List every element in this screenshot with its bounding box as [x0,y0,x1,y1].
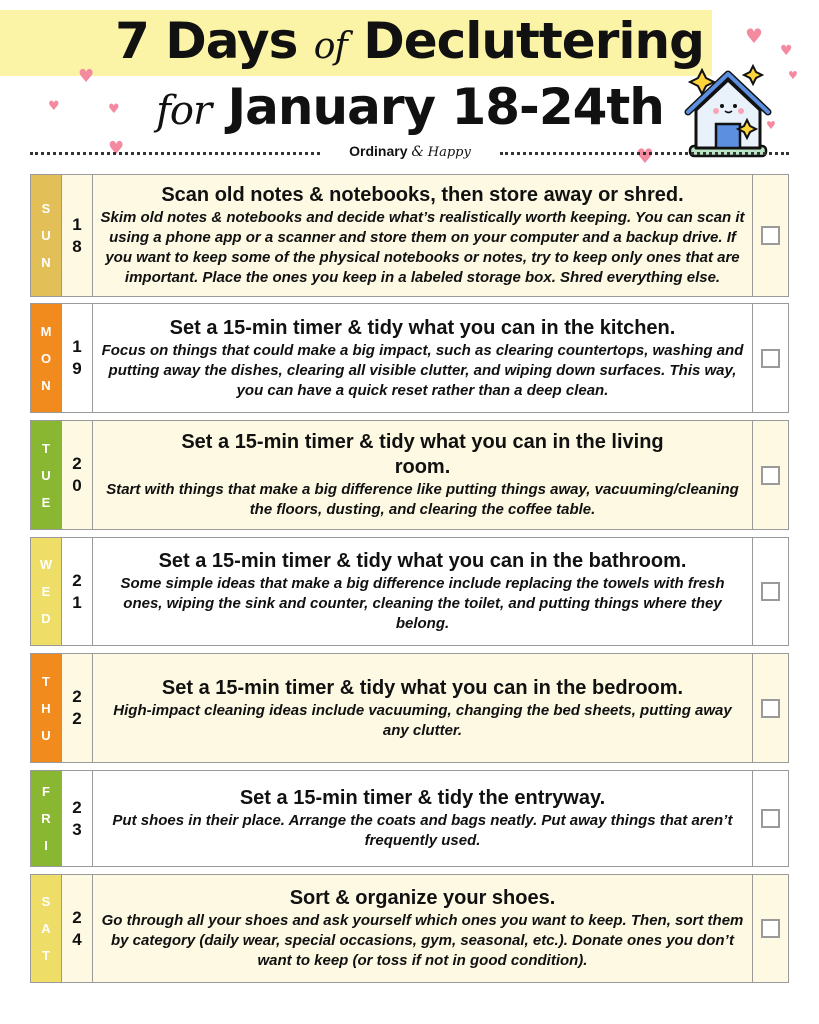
task-content [93,771,752,866]
day-letter: U [41,727,51,743]
day-row-tue [30,420,789,530]
date-digit: 4 [72,929,82,949]
house-icon [682,64,774,160]
date-digit: 3 [72,819,82,839]
date-number [61,304,93,412]
day-label [31,538,61,645]
day-letter: E [41,584,51,599]
heart-icon: ♥ [108,138,125,159]
day-letter: M [40,323,52,339]
task-title: Set a 15-min timer & tidy the entryway. [239,787,606,809]
task-description: Start with things that make a big difference like putting things away, vacuuming/cleaning the floors, dusting, and clearing the coffee table. [106,481,739,518]
day-letter: U [41,467,51,483]
heart-icon: ♥ [78,66,95,87]
date-digit: 8 [72,236,82,256]
date-number [61,875,93,982]
checkbox-cell [752,875,788,982]
task-description: Put shoes in their place. Arrange the coats and bags neatly. Put away things that aren’t frequently used. [112,812,733,849]
divider-right [500,152,789,155]
task-description: Skim old notes & notebooks and decide what’s realistically worth keeping. You can scan it using a phone app or a scanner and store them on your computer and a backup drive. If you want to keep some of the physical notebooks or notes, try to keep only ones that are important. Place the ones you keep in a labeled storage box. Shred everything else. [100,209,745,286]
day-row-thu [30,653,789,763]
date-number [61,771,93,866]
divider-left [30,152,320,155]
day-letter: T [42,673,50,689]
day-letter: T [42,948,50,963]
day-label [31,654,61,762]
day-letter: W [39,557,53,572]
date-digit: 2 [72,797,82,817]
brand-logo [320,143,500,160]
day-row-sat [30,874,789,983]
heart-icon: ♥ [780,43,793,59]
brand-amp: & [411,144,424,160]
date-digit: 2 [72,907,82,927]
day-letter: E [41,494,51,510]
brand-name: Ordinary [349,143,408,159]
day-letter: F [42,784,50,799]
title-part: 7 Days [115,12,298,70]
day-letter: S [41,201,51,216]
task-content [93,175,752,296]
task-title: Set a 15-min timer & tidy what you can in the living room. [181,431,664,478]
checkbox-cell [752,654,788,762]
day-letter: R [41,811,51,826]
date-number [61,654,93,762]
date-digit: 1 [72,337,82,356]
task-content [93,421,752,529]
task-content [93,654,752,762]
heart-icon: ♥ [745,24,763,48]
task-description: High-impact cleaning ideas include vacuuming, changing the bed sheets, putting away any clutter. [113,701,732,739]
day-letter: S [41,894,51,909]
date-number [61,175,93,296]
day-letter: N [41,255,51,270]
task-title: Set a 15-min timer & tidy what you can in the bedroom. [161,676,684,699]
heart-icon: ♥ [766,119,776,132]
brand-tagline: Happy [427,145,471,160]
heart-icon: ♥ [48,99,60,114]
task-checkbox[interactable] [761,349,780,368]
checkbox-cell [752,771,788,866]
day-label [31,771,61,866]
task-checkbox[interactable] [761,582,780,601]
task-content [93,304,752,412]
day-label [31,875,61,982]
date-digit: 1 [72,592,82,612]
day-row-mon [30,303,789,413]
day-row-fri [30,770,789,867]
day-row-sun [30,174,789,297]
checkbox-cell [752,175,788,296]
heart-icon: ♥ [788,69,798,82]
day-letter: T [42,440,50,456]
date-number [61,421,93,529]
task-checkbox[interactable] [761,226,780,245]
title-part: Decluttering [363,12,704,70]
day-label [31,421,61,529]
day-letter: H [41,700,51,716]
date-digit: 2 [72,687,82,706]
task-title: Set a 15-min timer & tidy what you can in the kitchen. [169,316,676,339]
day-label [31,175,61,296]
title-part: January 18-24th [227,78,664,136]
task-checkbox[interactable] [761,809,780,828]
day-letter: A [41,921,51,936]
day-letter: U [41,228,51,243]
title-part-for: for [156,88,212,134]
checkbox-cell [752,538,788,645]
task-description: Some simple ideas that make a big difference include replacing the towels with fresh ones, wiping the sink and counter, cleaning the toilet, and putting things where they belong. [120,575,725,632]
day-letter: D [41,611,51,626]
day-row-wed [30,537,789,646]
task-title: Set a 15-min timer & tidy what you can in the bathroom. [158,550,687,572]
date-digit: 0 [72,476,82,495]
title-part-of: of [313,26,347,67]
heart-icon: ♥ [108,102,120,117]
task-title: Sort & organize your shoes. [289,887,556,909]
day-label [31,304,61,412]
date-digit: 2 [72,709,82,728]
day-letter: N [41,377,51,393]
task-description: Focus on things that could make a big impact, such as clearing countertops, washing and putting away the dishes, clearing all visible clutter, and wiping down surfaces. This way, you can have a quick reset rather than a deep clean. [101,341,744,399]
date-number [61,538,93,645]
day-letter: I [44,838,48,853]
page-title-line1 [0,12,819,70]
task-content [93,875,752,982]
date-digit: 1 [72,214,82,234]
date-digit: 2 [72,570,82,590]
task-checkbox[interactable] [761,466,780,485]
page-title-line2 [140,78,680,136]
checkbox-cell [752,304,788,412]
task-description: Go through all your shoes and ask yourself which ones you want to keep. Then, sort them by category (daily wear, special occasions, gym, seasonal, etc.). Donate ones you don’t want to keep (or toss if not in good condition). [101,912,744,969]
checkbox-cell [752,421,788,529]
heart-icon: ♥ [636,144,654,168]
task-title: Scan old notes & notebooks, then store away or shred. [161,184,684,206]
date-digit: 9 [72,359,82,378]
task-checkbox[interactable] [761,919,780,938]
date-digit: 2 [72,454,82,473]
task-checkbox[interactable] [761,699,780,718]
day-letter: O [40,350,52,366]
task-content [93,538,752,645]
